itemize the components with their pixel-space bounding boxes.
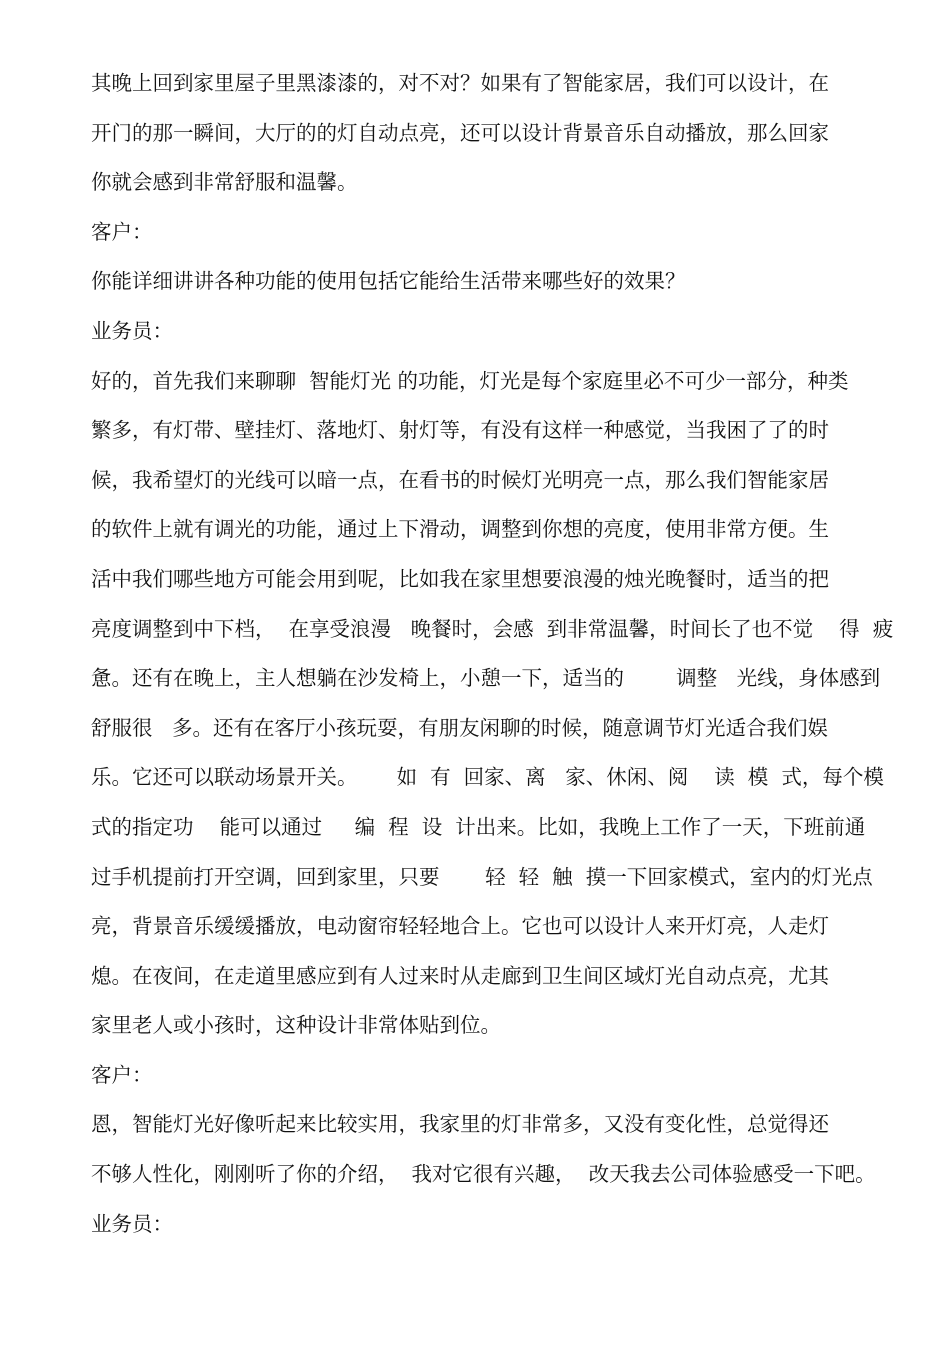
text-line: 繁多，有灯带、壁挂灯、落地灯、射灯等，有没有这样一种感觉，当我困了了的时 bbox=[91, 418, 829, 443]
text-line: 舒服很 多。还有在客厅小孩玩耍，有朋友闲聊的时候，随意调节灯光适合我们娱 bbox=[91, 715, 829, 740]
text-line: 好的，首先我们来聊聊 智能灯光 的功能，灯光是每个家庭里必不可少一部分，种类 bbox=[91, 368, 849, 393]
text-line: 惫。还有在晚上，主人想躺在沙发椅上，小憩一下，适当的 调整 光线，身体感到 bbox=[91, 666, 881, 691]
speaker-label-customer: 客户： bbox=[91, 1062, 153, 1087]
text-line: 你就会感到非常舒服和温馨。 bbox=[91, 170, 358, 195]
text-line: 你能详细讲讲各种功能的使用包括它能给生活带来哪些好的效果？ bbox=[91, 269, 686, 294]
text-line: 亮度调整到中下档， 在享受浪漫 晚餐时，会感 到非常温馨，时间长了也不觉 得 疲 bbox=[91, 616, 894, 641]
document-page bbox=[91, 66, 896, 1256]
text-line: 不够人性化，刚刚听了你的介绍， 我对它很有兴趣， 改天我去公司体验感受一下吧。 bbox=[91, 1162, 876, 1187]
text-line: 家里老人或小孩时，这种设计非常体贴到位。 bbox=[91, 1013, 501, 1038]
text-line: 乐。它还可以联动场景开关。 如 有 回家、离 家、休闲、阅 读 模 式，每个模 bbox=[91, 765, 884, 790]
text-line: 亮，背景音乐缓缓播放，电动窗帘轻轻地合上。它也可以设计人来开灯亮，人走灯 bbox=[91, 914, 829, 939]
speaker-label-salesperson: 业务员： bbox=[91, 1211, 173, 1236]
text-line: 熄。在夜间，在走道里感应到有人过来时从走廊到卫生间区域灯光自动点亮，尤其 bbox=[91, 963, 829, 988]
text-line: 恩，智能灯光好像听起来比较实用，我家里的灯非常多，又没有变化性，总觉得还 bbox=[91, 1112, 829, 1137]
text-line: 的软件上就有调光的功能，通过上下滑动，调整到你想的亮度，使用非常方便。生 bbox=[91, 517, 829, 542]
text-line: 候，我希望灯的光线可以暗一点，在看书的时候灯光明亮一点，那么我们智能家居 bbox=[91, 467, 829, 492]
text-line: 式的指定功 能可以通过 编 程 设 计出来。比如，我晚上工作了一天，下班前通 bbox=[91, 814, 866, 839]
text-line: 活中我们哪些地方可能会用到呢，比如我在家里想要浪漫的烛光晚餐时，适当的把 bbox=[91, 566, 829, 591]
speaker-label-customer: 客户： bbox=[91, 219, 153, 244]
text-line: 过手机提前打开空调，回到家里，只要 轻 轻 触 摸一下回家模式，室内的灯光点 bbox=[91, 864, 873, 889]
speaker-label-salesperson: 业务员： bbox=[91, 318, 173, 343]
text-line: 开门的那一瞬间，大厅的的灯自动点亮，还可以设计背景音乐自动播放，那么回家 bbox=[91, 120, 829, 145]
text-line: 其晚上回到家里屋子里黑漆漆的，对不对？如果有了智能家居，我们可以设计，在 bbox=[91, 71, 829, 95]
